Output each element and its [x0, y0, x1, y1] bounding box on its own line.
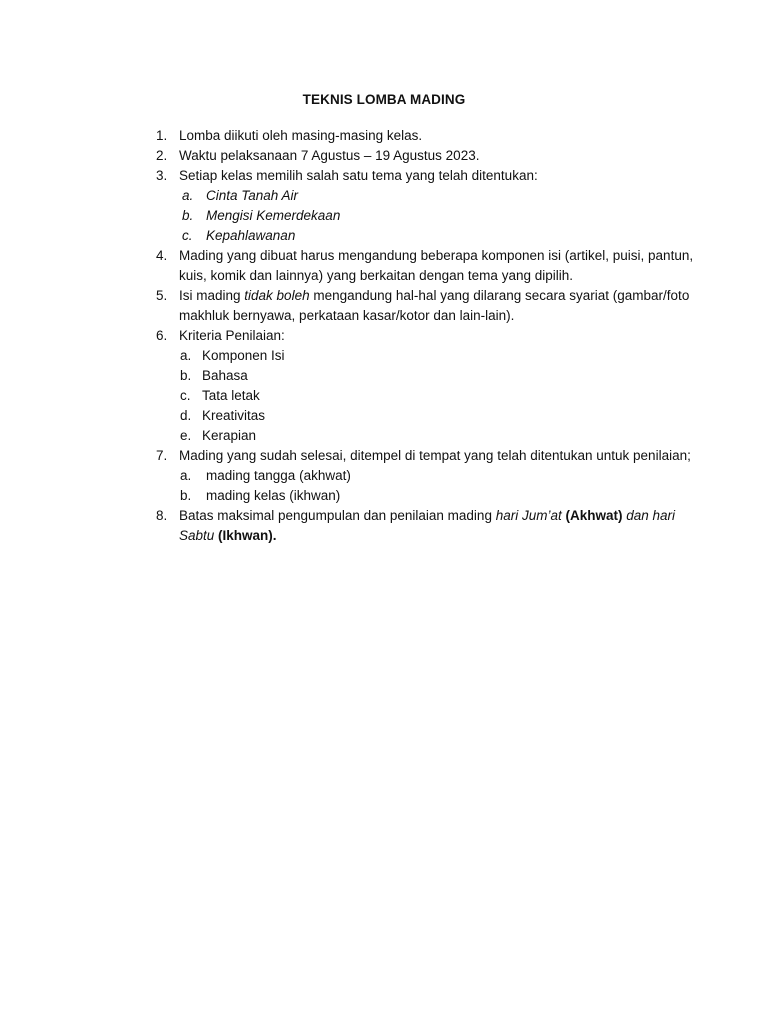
item-text-pre: Isi mading — [179, 288, 245, 303]
item-text-line-2: kuis, komik dan lainnya) yang berkaitan dengan tema yang dipilih. — [179, 268, 573, 283]
item-text-pre: Batas maksimal pengumpulan dan penilaian mading — [179, 508, 496, 523]
sub-item-text: Mengisi Kemerdekaan — [206, 208, 341, 223]
document-title: TEKNIS LOMBA MADING — [302, 92, 466, 107]
sub-item-mark: b. — [180, 368, 192, 383]
item-text: Mading yang sudah selesai, ditempel di tempat yang telah ditentukan untuk penilaian; — [179, 448, 691, 463]
item-number: 5. — [156, 288, 168, 303]
item-number: 8. — [156, 508, 168, 523]
sub-item-mark: a. — [180, 348, 192, 363]
sub-item-text: Komponen Isi — [202, 348, 285, 363]
item-text: Setiap kelas memilih salah satu tema yang telah ditentukan: — [179, 168, 538, 183]
sub-item-text: Kreativitas — [202, 408, 266, 423]
item-number: 4. — [156, 248, 168, 263]
sub-item-text: mading tangga (akhwat) — [206, 468, 351, 483]
sub-item-mark: b. — [180, 488, 192, 503]
sub-item-text: Tata letak — [202, 388, 260, 403]
sub-item-mark: a. — [180, 468, 192, 483]
item-text-post: mengandung hal-hal yang dilarang secara syariat (gambar/foto — [309, 288, 690, 303]
item-text-italic-day: hari Jum’at — [495, 508, 562, 523]
sub-item-text: mading kelas (ikhwan) — [206, 488, 341, 503]
item-text-line-2: makhluk bernyawa, perkataan kasar/kotor dan lain-lain). — [179, 308, 515, 323]
item-text-emphasis: tidak boleh — [244, 288, 310, 303]
sub-item-text: Bahasa — [202, 368, 248, 383]
item-text-italic-day: Sabtu — [179, 528, 215, 543]
sub-item-text: Cinta Tanah Air — [206, 188, 299, 203]
item-number: 3. — [156, 168, 168, 183]
item-number: 6. — [156, 328, 168, 343]
sub-item-mark: c. — [180, 388, 191, 403]
item-number: 7. — [156, 448, 168, 463]
item-text-line-2 — [179, 526, 277, 546]
item-text-italic-connector: dan hari — [622, 508, 676, 523]
item-text: Waktu pelaksanaan 7 Agustus – 19 Agustus 2023. — [179, 148, 480, 163]
item-text: Kriteria Penilaian: — [179, 328, 285, 343]
item-text-bold-group: (Akhwat) — [561, 508, 623, 523]
item-text-bold-group: (Ikhwan). — [214, 528, 277, 543]
sub-item-mark: a. — [182, 188, 194, 203]
sub-item-text: Kerapian — [202, 428, 257, 443]
item-text-line-1: Mading yang dibuat harus mengandung beberapa komponen isi (artikel, puisi, pantun, — [179, 248, 694, 263]
item-text-line-1 — [179, 506, 675, 526]
item-text-line-1 — [179, 286, 689, 306]
sub-item-mark: c. — [182, 228, 193, 243]
sub-item-text: Kepahlawanan — [206, 228, 296, 243]
item-number: 2. — [156, 148, 168, 163]
item-number: 1. — [156, 128, 168, 143]
sub-item-mark: d. — [180, 408, 192, 423]
sub-item-mark: b. — [182, 208, 194, 223]
item-text: Lomba diikuti oleh masing-masing kelas. — [179, 128, 423, 143]
sub-item-mark: e. — [180, 428, 192, 443]
